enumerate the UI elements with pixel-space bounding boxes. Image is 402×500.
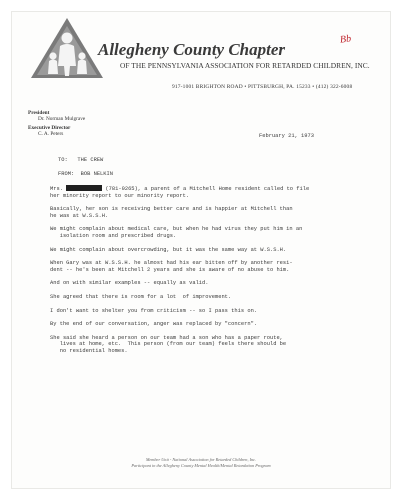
officers-block [28, 110, 85, 138]
paragraph: Basically, her son is receiving better care and is happier at Mitchell than he was at W.S.S.H. [50, 206, 293, 219]
paragraph: When Gary was at W.S.S.H. he almost had his ear bitten off by another resi- dent -- he's been at Mitchell 2 years and she is aware of no abuse to him. [50, 260, 293, 273]
paragraph: By the end of our conversation, anger was replaced by "concern". [50, 321, 258, 328]
paragraph [50, 185, 370, 199]
paragraph: We might complain about overcrowding, but it was the same way at W.S.S.H. [50, 246, 287, 253]
president-name: Dr. Norman Mulgrave [38, 116, 86, 123]
paragraph-text: (781-0265), a parent of a Mitchell Home resident called to file her minority report to our minority report. [50, 186, 310, 199]
paragraph: We might complain about medical care, but when he had virus they put him in an isolation room and prescribed drugs. [50, 226, 303, 239]
redaction-bar [66, 185, 102, 191]
paragraph: She said she heard a person on our team had a son who has a paper route, lives at home, etc. This person (from our team) feels there should be no residential homes. [50, 334, 287, 354]
footer-line: Member Unit - National Association for Retarded Children, Inc. [145, 457, 257, 462]
handwritten-note: Bb [339, 33, 352, 46]
org-subtitle: OF THE PENNSYLVANIA ASSOCIATION FOR RETARDED CHILDREN, INC. [120, 61, 370, 70]
president-role: President [28, 110, 50, 116]
org-name: Allegheny County Chapter [98, 40, 286, 59]
memo-date: February 21, 1973 [259, 133, 314, 139]
org-address: 917-1001 BRIGHTON ROAD • PITTSBURGH, PA. 15233 • (412) 322-6008 [172, 84, 353, 90]
director-role: Executive Director [28, 124, 71, 131]
footer-line: Participant in the Allegheny County Mental Health/Mental Retardation Program [131, 463, 271, 468]
paragraph: She agreed that there is room for a lot of improvement. [50, 293, 232, 300]
memo-to: TO: THE CREW [58, 157, 104, 163]
paragraph: I don't want to shelter you from criticism -- so I pass this on. [50, 307, 258, 314]
paragraph-text: Mrs. [50, 186, 67, 192]
memo-from: FROM: BOB NELKIN [58, 171, 113, 177]
director-name: C. A. Peters [38, 131, 64, 138]
people-triangle-logo-icon [29, 16, 107, 82]
paragraph: And on with similar examples -- equally as valid. [50, 280, 209, 287]
memo-body [50, 185, 370, 362]
